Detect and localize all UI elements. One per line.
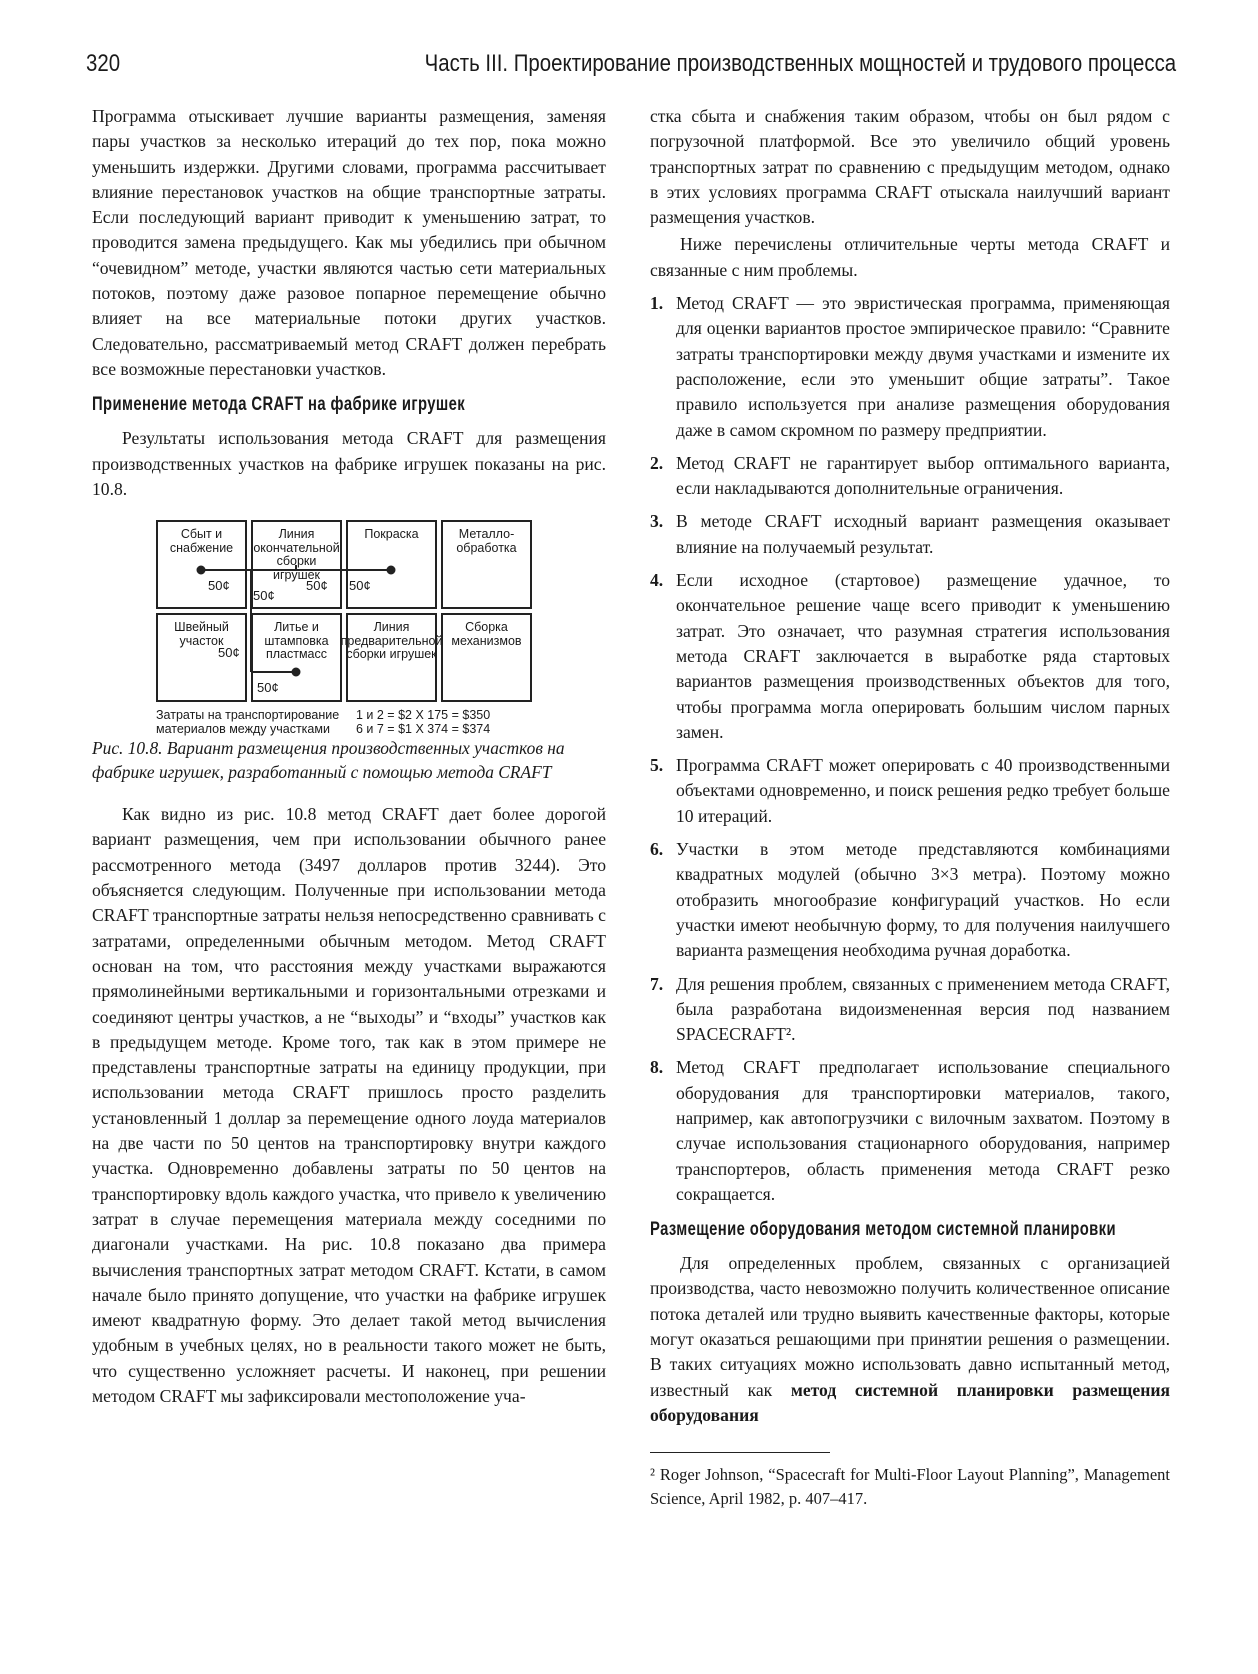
paragraph: Ниже перечислены отличительные черты метода CRAFT и связанные с ним проблемы. [650,234,1170,280]
paragraph: стка сбыта и снабжения таким образом, чтобы он был рядом с погрузочной платформой. Все это увеличило общий уровень транспортных затрат по сравнению с предыдущим методом, однако в этих условиях программа CRAFT отыскала наилучший вариант размещения участков. [650,106,1170,228]
cost-label: 50¢ [208,578,230,594]
layout-grid [156,520,536,706]
list-item: 5. Программа CRAFT может оперировать с 40 производственными объектами одновременно, и поиск решения редко требует больше 10 итераций. [650,755,1170,826]
page-number: 320 [86,50,121,77]
list-item: 3. В методе CRAFT исходный вариант размещения оказывает влияние на получаемый результат. [650,511,1170,557]
feature-list [650,291,1170,1207]
paragraph: Для определенных проблем, связанных с организацией производства, часто невозможно получить количественное описание потока деталей или трудно выявить качественные факторы, которые могут оказаться решающими при принятии решения о размещении. В таких ситуациях можно использовать давно испытанный метод, известный как метод системной планировки размещения оборудования [650,1253,1170,1425]
grid-cell: Швейный участок [156,613,247,702]
cost-label: 50¢ [253,588,275,604]
paragraph: Как видно из рис. 10.8 метод CRAFT дает более дорогой вариант размещения, чем при использовании обычного ранее рассмотренного метода (3497 долларов против 3244). Это объясняется следующим. Полученные при использовании метода CRAFT транспортные затраты нельзя непосредственно сравнивать с затратами, определенными обычным методом. Метод CRAFT основан на том, что расстояния между участками выражаются прямолинейными вертикальными и горизонтальными отрезками и соединяют центры участков, а не “выходы” и “входы” участков как в предыдущем методе. Кроме того, так как в этом примере не представлены транспортные затраты на единицу продукции, при использовании метода CRAFT пришлось просто разделить установленный 1 доллар за перемещение одного лоуда материалов на две части по 50 центов на транспортировку внутри каждого участка. Одновременно добавлены затраты по 50 центов на транспортировку вдоль каждого участка, что привело к увеличению затрат в случае перемещения материала между соседними по диагонали участками. На рис. 10.8 показано два примера вычисления транспортных затрат методом CRAFT. Кстати, в самом начале было принято допущение, что участки на фабрике игрушек имеют квадратную форму. Это делает такой метод вычисления удобным в учебных целях, но в реальности такого может не быть, что существенно усложняет расчеты. И наконец, при решении методом CRAFT мы зафиксировали местоположение уча- [92,804,606,1406]
figure-10-8 [156,520,536,737]
grid-cell: Покраска [346,520,437,609]
flow-node [293,669,300,676]
list-item: 4. Если исходное (стартовое) размещение удачное, то окончательное решение чаще всего приводит к уменьшению затрат. Это означает, что разумная стратегия использования метода CRAFT заключается в выработке ряда стартовых вариантов размещения производственных объектов для того, чтобы программа могла оперировать большим числом парных замен. [650,570,1170,742]
figure-caption: Рис. 10.8. Вариант размещения производственных участков на фабрике игрушек, разработанный с помощью метода CRAFT [92,738,565,783]
flow-node [198,567,205,574]
list-item: 6. Участки в этом методе представляются комбинациями квадратных модулей (обычно 3×3 метра). Поэтому можно отобразить многообразие конфигураций участков. Но если участки имеют необычную форму, то для получения наилучшего варианта размещения необходима ручная доработка. [650,839,1170,961]
grid-cell: Металло-обработка [441,520,532,609]
cost-label: 50¢ [349,578,371,594]
list-item: 1. Метод CRAFT — это эвристическая программа, применяющая для оценки вариантов простое эмпирическое правило: “Сравните затраты транспортировки между двумя участками и измените их расположение, если это уменьшит общие затраты”. Такое правило используется при анализе размещения оборудования даже в самом скромном по размеру предприятии. [650,293,1170,440]
right-column [650,104,1170,1513]
list-item: 7. Для решения проблем, связанных с применением метода CRAFT, была разработана видоизмененная версия под названием SPACECRAFT². [650,973,1170,1045]
figure-note: Затраты на транспортирование материалов между участками [156,708,340,737]
list-item: 8. Метод CRAFT предполагает использование специального оборудования для транспортировки материалов, такого, например, как автопогрузчики с вилочным захватом. Поэтому в случае использования стационарного оборудования, например транспортеров, область применения метода CRAFT резко сокращается. [650,1057,1170,1204]
grid-cell: Сборка механизмов [441,613,532,702]
footnote: ² Roger Johnson, “Spacecraft for Multi-Floor Layout Planning”, Management Science, April 1982, p. 407–417. [650,1465,1170,1509]
flow-lines [156,520,536,706]
list-item: 2. Метод CRAFT не гарантирует выбор оптимального варианта, если накладываются дополнительные ограничения. [650,452,1170,499]
paragraph: Программа отыскивает лучшие варианты размещения, заменяя пары участков за несколько итераций до тех пор, пока можно уменьшить издержки. Другими словами, программа рассчитывает влияние перестановок участков на общие транспортные затраты. Если последующий вариант приводит к уменьшению затрат, то проводится замена предыдущего. Как мы убедились при обычном “очевидном” методе, участки являются частью сети материальных потоков, поэтому даже разовое попарное перемещение обычно влияет на все материальные потоки других участков. Следовательно, рассматриваемый метод CRAFT должен перебрать все возможные перестановки участков. [92,106,606,379]
cost-label: 50¢ [306,578,328,594]
grid-cell: Сбыт и снабжение [156,520,247,609]
grid-cell: Литье и штамповка пластмасс [251,613,342,702]
page-header [86,50,1176,90]
flow-node [388,567,395,574]
left-column [92,104,606,1411]
footnote-divider [650,1452,830,1453]
grid-cell: Линия окончательной сборки игрушек [251,520,342,609]
figure-note: 1 и 2 = $2 X 175 = $350 6 и 7 = $1 X 374 = $374 [356,708,491,737]
section-heading: Применение метода CRAFT на фабрике игрушек [92,394,466,416]
cost-label: 50¢ [257,680,279,696]
paragraph: Результаты использования метода CRAFT для размещения производственных участков на фабрике игрушек показаны на рис. 10.8. [92,428,606,499]
cost-label: 50¢ [218,645,240,661]
running-head: Часть III. Проектирование производственных мощностей и трудового процесса [424,50,1176,77]
grid-cell: Линия предварительной сборки игрушек [346,613,437,702]
section-heading: Размещение оборудования методом системной планировки [650,1219,1116,1241]
